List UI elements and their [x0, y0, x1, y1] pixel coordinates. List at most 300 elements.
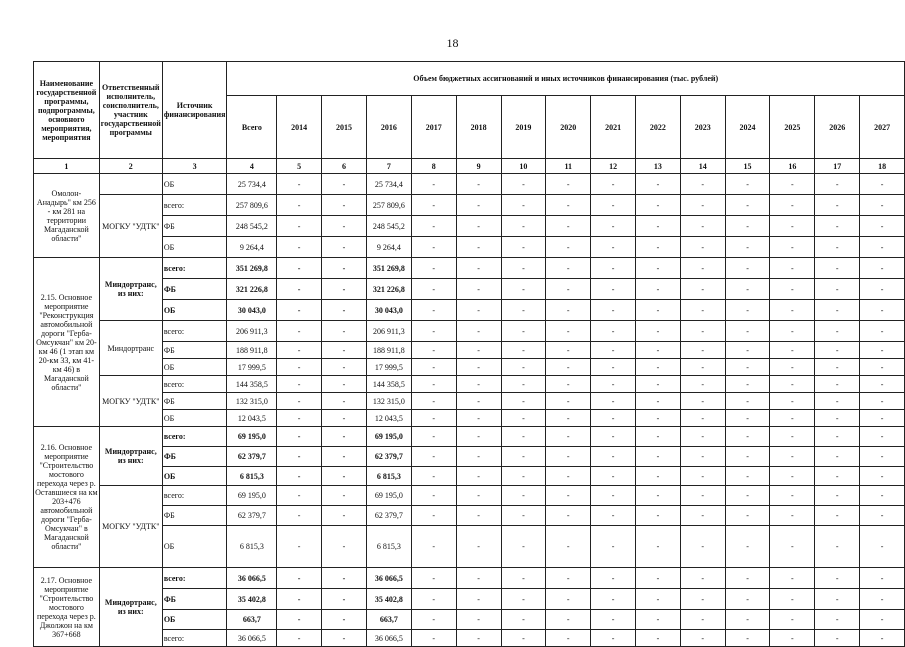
year-2015-cell: -	[322, 568, 367, 589]
year-cell-empty: -	[411, 393, 456, 410]
year-cell-empty: -	[635, 376, 680, 393]
year-cell-empty: -	[725, 506, 770, 526]
source-cell: ОБ	[162, 300, 227, 321]
activity-name: Омолон-Анадырь" км 256 - км 281 на территории Магаданской области"	[34, 174, 100, 258]
table-row	[34, 447, 905, 467]
year-cell-empty: -	[635, 486, 680, 506]
year-2016-cell: 30 043,0	[366, 300, 411, 321]
source-cell: всего:	[162, 568, 227, 589]
year-cell-empty: -	[411, 486, 456, 506]
year-cell-empty: -	[546, 195, 591, 216]
table-row	[34, 393, 905, 410]
responsible-executor: МОГКУ "УДТК"	[99, 486, 162, 568]
header-year: 2019	[501, 96, 546, 159]
year-cell-empty: -	[860, 258, 905, 279]
responsible-executor: МОГКУ "УДТК"	[99, 376, 162, 427]
responsible-executor: МОГКУ "УДТК"	[99, 195, 162, 258]
year-cell-empty: -	[815, 195, 860, 216]
year-cell-empty: -	[635, 447, 680, 467]
year-cell-empty: -	[770, 467, 815, 486]
year-2016-cell: 206 911,3	[366, 321, 411, 342]
year-cell-empty: -	[456, 610, 501, 630]
year-2016-cell: 257 809,6	[366, 195, 411, 216]
year-2014-cell: -	[277, 258, 322, 279]
year-cell-empty: -	[815, 467, 860, 486]
year-cell-empty: -	[456, 427, 501, 447]
year-cell-empty: -	[815, 300, 860, 321]
year-cell-empty: -	[680, 467, 725, 486]
year-cell-empty: -	[815, 410, 860, 427]
year-cell-empty: -	[635, 610, 680, 630]
year-2016-cell: 69 195,0	[366, 427, 411, 447]
year-2015-cell: -	[322, 195, 367, 216]
year-cell-empty: -	[635, 410, 680, 427]
total-cell: 69 195,0	[227, 486, 277, 506]
year-cell-empty: -	[815, 589, 860, 610]
year-cell-empty: -	[680, 393, 725, 410]
year-cell-empty: -	[501, 300, 546, 321]
year-cell-empty: -	[546, 506, 591, 526]
year-cell-empty: -	[680, 506, 725, 526]
year-cell-empty: -	[635, 427, 680, 447]
source-cell: всего:	[162, 321, 227, 342]
table-row	[34, 300, 905, 321]
year-2014-cell: -	[277, 467, 322, 486]
year-cell-empty: -	[770, 359, 815, 376]
year-cell-empty: -	[411, 568, 456, 589]
year-cell-empty: -	[635, 589, 680, 610]
year-cell-empty: -	[411, 258, 456, 279]
year-cell-empty: -	[725, 376, 770, 393]
year-cell-empty: -	[411, 216, 456, 237]
year-2015-cell: -	[322, 526, 367, 568]
year-cell-empty: -	[456, 342, 501, 359]
year-cell-empty: -	[501, 237, 546, 258]
total-cell: 132 315,0	[227, 393, 277, 410]
year-2015-cell: -	[322, 279, 367, 300]
year-cell-empty: -	[815, 237, 860, 258]
year-cell-empty: -	[456, 526, 501, 568]
year-2014-cell: -	[277, 427, 322, 447]
column-index: 1	[34, 159, 100, 174]
column-index: 15	[725, 159, 770, 174]
year-cell-empty: -	[591, 447, 636, 467]
year-2015-cell: -	[322, 589, 367, 610]
year-cell-empty: -	[680, 258, 725, 279]
year-cell-empty: -	[456, 216, 501, 237]
year-2015-cell: -	[322, 506, 367, 526]
year-cell-empty: -	[591, 376, 636, 393]
year-cell-empty: -	[411, 630, 456, 647]
table-row	[34, 486, 905, 506]
year-cell-empty: -	[411, 410, 456, 427]
total-cell: 69 195,0	[227, 427, 277, 447]
year-2014-cell: -	[277, 610, 322, 630]
table-row	[34, 427, 905, 447]
year-cell-empty: -	[860, 486, 905, 506]
year-cell-empty: -	[456, 393, 501, 410]
header-year: 2016	[366, 96, 411, 159]
table-row	[34, 195, 905, 216]
year-cell-empty: -	[456, 321, 501, 342]
year-cell-empty: -	[635, 393, 680, 410]
source-cell: всего:	[162, 427, 227, 447]
year-cell-empty: -	[725, 279, 770, 300]
year-2016-cell: 12 043,5	[366, 410, 411, 427]
column-index: 9	[456, 159, 501, 174]
year-cell-empty: -	[546, 376, 591, 393]
year-cell-empty: -	[501, 216, 546, 237]
year-cell-empty: -	[725, 342, 770, 359]
year-2015-cell: -	[322, 410, 367, 427]
year-cell-empty: -	[635, 195, 680, 216]
table-row	[34, 506, 905, 526]
year-cell-empty: -	[725, 393, 770, 410]
year-cell-empty: -	[770, 216, 815, 237]
year-2014-cell: -	[277, 216, 322, 237]
year-cell-empty: -	[411, 279, 456, 300]
year-cell-empty: -	[456, 568, 501, 589]
source-cell: всего:	[162, 630, 227, 647]
column-index: 5	[277, 159, 322, 174]
year-2014-cell: -	[277, 359, 322, 376]
total-cell: 321 226,8	[227, 279, 277, 300]
year-cell-empty: -	[546, 427, 591, 447]
header-year: 2021	[591, 96, 636, 159]
year-cell-empty: -	[770, 342, 815, 359]
year-cell-empty: -	[725, 447, 770, 467]
year-2016-cell: 25 734,4	[366, 174, 411, 195]
column-index: 14	[680, 159, 725, 174]
year-cell-empty: -	[680, 447, 725, 467]
year-cell-empty: -	[546, 589, 591, 610]
year-2016-cell: 62 379,7	[366, 447, 411, 467]
year-cell-empty: -	[501, 410, 546, 427]
year-cell-empty: -	[680, 589, 725, 610]
header-year: 2024	[725, 96, 770, 159]
responsible-executor: Миндортранс, из них:	[99, 258, 162, 321]
year-cell-empty: -	[770, 506, 815, 526]
year-2015-cell: -	[322, 174, 367, 195]
year-cell-empty: -	[680, 526, 725, 568]
year-cell-empty: -	[546, 359, 591, 376]
header-year: 2014	[277, 96, 322, 159]
year-2014-cell: -	[277, 447, 322, 467]
header-year: 2023	[680, 96, 725, 159]
source-cell: всего:	[162, 258, 227, 279]
year-cell-empty: -	[456, 630, 501, 647]
year-2016-cell: 69 195,0	[366, 486, 411, 506]
year-cell-empty: -	[770, 174, 815, 195]
source-cell: всего:	[162, 376, 227, 393]
year-cell-empty: -	[591, 393, 636, 410]
year-cell-empty: -	[680, 216, 725, 237]
year-cell-empty: -	[591, 342, 636, 359]
year-cell-empty: -	[725, 216, 770, 237]
year-cell-empty: -	[501, 359, 546, 376]
year-cell-empty: -	[635, 568, 680, 589]
year-cell-empty: -	[860, 410, 905, 427]
year-cell-empty: -	[456, 279, 501, 300]
year-2015-cell: -	[322, 610, 367, 630]
year-cell-empty: -	[770, 195, 815, 216]
total-cell: 35 402,8	[227, 589, 277, 610]
year-cell-empty: -	[411, 174, 456, 195]
table-row	[34, 321, 905, 342]
table-row	[34, 630, 905, 647]
year-cell-empty: -	[591, 427, 636, 447]
year-cell-empty: -	[680, 630, 725, 647]
column-index: 11	[546, 159, 591, 174]
year-cell-empty: -	[815, 526, 860, 568]
year-cell-empty: -	[860, 393, 905, 410]
year-2015-cell: -	[322, 393, 367, 410]
year-cell-empty: -	[770, 258, 815, 279]
year-cell-empty: -	[860, 174, 905, 195]
year-cell-empty: -	[591, 410, 636, 427]
year-cell-empty: -	[456, 376, 501, 393]
table-row	[34, 174, 905, 195]
year-2015-cell: -	[322, 258, 367, 279]
year-cell-empty: -	[770, 300, 815, 321]
year-cell-empty: -	[815, 174, 860, 195]
column-index: 12	[591, 159, 636, 174]
year-cell-empty: -	[546, 447, 591, 467]
total-cell: 663,7	[227, 610, 277, 630]
year-cell-empty: -	[725, 237, 770, 258]
header-source: Источник финансирования	[162, 62, 227, 159]
column-index: 7	[366, 159, 411, 174]
year-cell-empty: -	[860, 300, 905, 321]
year-cell-empty: -	[411, 467, 456, 486]
year-cell-empty: -	[860, 279, 905, 300]
responsible-executor: Миндортранс	[99, 321, 162, 376]
year-cell-empty: -	[501, 342, 546, 359]
year-cell-empty: -	[591, 321, 636, 342]
year-cell-empty: -	[770, 279, 815, 300]
total-cell: 17 999,5	[227, 359, 277, 376]
total-cell: 12 043,5	[227, 410, 277, 427]
total-cell: 144 358,5	[227, 376, 277, 393]
year-2015-cell: -	[322, 359, 367, 376]
year-cell-empty: -	[860, 195, 905, 216]
column-index: 4	[227, 159, 277, 174]
total-cell: 206 911,3	[227, 321, 277, 342]
year-cell-empty: -	[456, 467, 501, 486]
year-2016-cell: 17 999,5	[366, 359, 411, 376]
year-cell-empty: -	[815, 427, 860, 447]
responsible-executor	[99, 174, 162, 195]
year-cell-empty: -	[725, 526, 770, 568]
year-2016-cell: 9 264,4	[366, 237, 411, 258]
year-cell-empty: -	[680, 376, 725, 393]
year-2014-cell: -	[277, 279, 322, 300]
year-2016-cell: 321 226,8	[366, 279, 411, 300]
year-cell-empty: -	[546, 279, 591, 300]
year-2015-cell: -	[322, 447, 367, 467]
year-cell-empty: -	[680, 174, 725, 195]
year-cell-empty: -	[635, 342, 680, 359]
year-cell-empty: -	[456, 486, 501, 506]
header-year: 2025	[770, 96, 815, 159]
year-2016-cell: 188 911,8	[366, 342, 411, 359]
column-index: 8	[411, 159, 456, 174]
year-2014-cell: -	[277, 410, 322, 427]
year-cell-empty: -	[680, 486, 725, 506]
column-index: 18	[860, 159, 905, 174]
year-cell-empty: -	[456, 174, 501, 195]
year-cell-empty: -	[501, 447, 546, 467]
year-cell-empty: -	[456, 359, 501, 376]
year-cell-empty: -	[815, 506, 860, 526]
year-cell-empty: -	[815, 486, 860, 506]
year-cell-empty: -	[860, 376, 905, 393]
year-cell-empty: -	[456, 237, 501, 258]
column-index: 16	[770, 159, 815, 174]
year-cell-empty: -	[591, 568, 636, 589]
source-cell: ОБ	[162, 237, 227, 258]
table-row	[34, 410, 905, 427]
year-cell-empty: -	[501, 467, 546, 486]
responsible-executor: Миндортранс, из них:	[99, 427, 162, 486]
year-2014-cell: -	[277, 321, 322, 342]
total-cell: 351 269,8	[227, 258, 277, 279]
table-row	[34, 216, 905, 237]
year-cell-empty: -	[591, 589, 636, 610]
year-cell-empty: -	[411, 526, 456, 568]
year-cell-empty: -	[591, 486, 636, 506]
year-cell-empty: -	[546, 410, 591, 427]
year-cell-empty: -	[591, 216, 636, 237]
year-cell-empty: -	[501, 568, 546, 589]
year-cell-empty: -	[591, 195, 636, 216]
source-cell: ОБ	[162, 526, 227, 568]
header-total: Всего	[227, 96, 277, 159]
year-cell-empty: -	[456, 258, 501, 279]
year-cell-empty: -	[591, 610, 636, 630]
year-cell-empty: -	[411, 427, 456, 447]
source-cell: ОБ	[162, 610, 227, 630]
total-cell: 62 379,7	[227, 506, 277, 526]
total-cell: 248 545,2	[227, 216, 277, 237]
year-cell-empty: -	[770, 610, 815, 630]
year-cell-empty: -	[680, 195, 725, 216]
year-cell-empty: -	[591, 359, 636, 376]
year-cell-empty: -	[815, 568, 860, 589]
year-cell-empty: -	[411, 321, 456, 342]
header-year: 2015	[322, 96, 367, 159]
year-cell-empty: -	[860, 342, 905, 359]
year-cell-empty: -	[680, 342, 725, 359]
year-2014-cell: -	[277, 237, 322, 258]
table-row	[34, 359, 905, 376]
year-cell-empty: -	[725, 467, 770, 486]
column-index: 13	[635, 159, 680, 174]
year-2014-cell: -	[277, 526, 322, 568]
table-row	[34, 610, 905, 630]
year-cell-empty: -	[456, 447, 501, 467]
year-2016-cell: 36 066,5	[366, 630, 411, 647]
year-cell-empty: -	[860, 427, 905, 447]
header-year: 2018	[456, 96, 501, 159]
year-cell-empty: -	[680, 427, 725, 447]
year-cell-empty: -	[546, 568, 591, 589]
year-cell-empty: -	[411, 359, 456, 376]
year-cell-empty: -	[501, 610, 546, 630]
year-cell-empty: -	[546, 321, 591, 342]
year-cell-empty: -	[860, 630, 905, 647]
year-2016-cell: 663,7	[366, 610, 411, 630]
year-2016-cell: 144 358,5	[366, 376, 411, 393]
year-cell-empty: -	[456, 300, 501, 321]
year-2014-cell: -	[277, 195, 322, 216]
year-cell-empty: -	[456, 195, 501, 216]
year-cell-empty: -	[635, 630, 680, 647]
year-cell-empty: -	[546, 610, 591, 630]
year-cell-empty: -	[546, 174, 591, 195]
year-cell-empty: -	[635, 321, 680, 342]
table-row	[34, 376, 905, 393]
year-cell-empty: -	[411, 195, 456, 216]
year-cell-empty: -	[770, 526, 815, 568]
year-cell-empty: -	[815, 321, 860, 342]
year-2015-cell: -	[322, 300, 367, 321]
table-row	[34, 467, 905, 486]
table-row	[34, 568, 905, 589]
year-cell-empty: -	[501, 393, 546, 410]
year-2016-cell: 351 269,8	[366, 258, 411, 279]
source-cell: ОБ	[162, 174, 227, 195]
page-number: 18	[446, 36, 459, 50]
year-2014-cell: -	[277, 300, 322, 321]
year-cell-empty: -	[591, 237, 636, 258]
year-cell-empty: -	[591, 506, 636, 526]
year-cell-empty: -	[770, 568, 815, 589]
source-cell: ОБ	[162, 359, 227, 376]
year-cell-empty: -	[725, 610, 770, 630]
year-cell-empty: -	[591, 279, 636, 300]
year-2015-cell: -	[322, 216, 367, 237]
activity-name: 2.17. Основное мероприятие "Строительство мостового перехода через р. Джолжон на км 367+668	[34, 568, 100, 647]
year-cell-empty: -	[860, 321, 905, 342]
activity-name: 2.15. Основное мероприятие "Реконструкция автомобильной дороги "Герба-Омсукчан" км 20-км 46 (1 этап км 20-км 33, км 41-км 46) в Магаданской области"	[34, 258, 100, 427]
year-cell-empty: -	[635, 467, 680, 486]
source-cell: ФБ	[162, 589, 227, 610]
year-2015-cell: -	[322, 427, 367, 447]
total-cell: 6 815,3	[227, 467, 277, 486]
year-cell-empty: -	[501, 630, 546, 647]
header-year: 2022	[635, 96, 680, 159]
year-cell-empty: -	[591, 526, 636, 568]
year-cell-empty: -	[591, 467, 636, 486]
year-2016-cell: 62 379,7	[366, 506, 411, 526]
year-cell-empty: -	[725, 427, 770, 447]
year-cell-empty: -	[725, 410, 770, 427]
year-2015-cell: -	[322, 237, 367, 258]
year-cell-empty: -	[635, 216, 680, 237]
budget-table	[33, 61, 905, 647]
year-cell-empty: -	[860, 589, 905, 610]
year-cell-empty: -	[770, 321, 815, 342]
year-cell-empty: -	[411, 376, 456, 393]
total-cell: 9 264,4	[227, 237, 277, 258]
year-cell-empty: -	[501, 376, 546, 393]
year-cell-empty: -	[770, 410, 815, 427]
year-cell-empty: -	[815, 376, 860, 393]
year-cell-empty: -	[680, 300, 725, 321]
table-row	[34, 342, 905, 359]
year-cell-empty: -	[456, 410, 501, 427]
